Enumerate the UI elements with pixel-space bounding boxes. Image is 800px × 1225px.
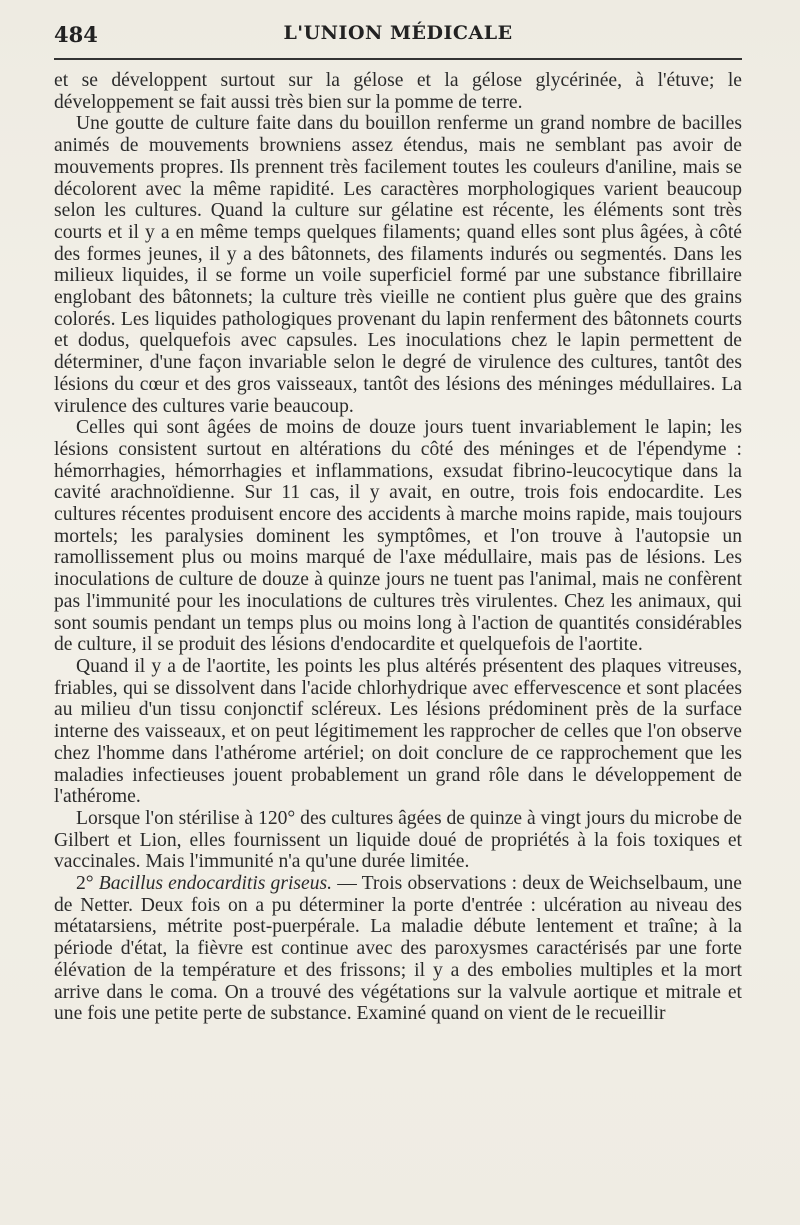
section-2-paragraph (54, 873, 742, 1025)
paragraph-2: Une goutte de culture faite dans du bouillon renferme un grand nombre de bacilles animés de mouvements browniens assez étendus, mais ne semblant pas avoir de mouvements propres. Ils prennent très facilement toutes les couleurs d'aniline, mais se décolorent avec la même rapidité. Les caractères morphologiques varient beaucoup selon les cultures. Quand la culture sur gélatine est récente, les éléments sont très courts et il y a en même temps quelques filaments; quand elles sont plus âgées, à côté des formes jeunes, il y a des bâtonnets, des filaments indurés ou segmentés. Dans les milieux liquides, il se forme un voile superficiel formé par une substance fibrillaire englobant des bâtonnets; la culture très vieille ne contient plus guère que des grains colorés. Les liquides pathologiques provenant du lapin renferment des bâtonnets courts et dodus, quelquefois avec capsules. Les inoculations chez le lapin permettent de déterminer, d'une façon invariable selon le degré de virulence des cultures, tantôt des lésions du cœur et des gros vaisseaux, tantôt des lésions des méninges médullaires. La virulence des cultures varie beaucoup. (54, 113, 742, 417)
paragraph-3: Celles qui sont âgées de moins de douze jours tuent invariablement le lapin; les lésions consistent surtout en altérations du côté des méninges et de l'épendyme : hémorrhagies, hémorrhagies et inflammations, exsudat fibrino-leucocytique dans la cavité arachnoïdienne. Sur 11 cas, il y avait, en outre, trois fois endocardite. Les cultures récentes produisent encore des accidents à marche moins rapide, mais toujours mortels; les paralysies dominent les symptômes, et l'on trouve à l'autopsie un ramollissement plus ou moins marqué de l'axe médullaire, mais pas de lésions. Les inoculations de culture de douze à quinze jours ne tuent pas l'animal, mais ne confèrent pas l'immunité pour les inoculations de cultures très virulentes. Chez les animaux, qui sont soumis pendant un temps plus ou moins long à l'action de quantités considérables de culture, il se produit des lésions d'endocardite et quelquefois de l'aortite. (54, 417, 742, 656)
header-rule (54, 58, 742, 60)
paragraph-1: et se développent surtout sur la gélose et la gélose glycérinée, à l'étuve; le développement se fait aussi très bien sur la pomme de terre. (54, 70, 742, 113)
paragraph-5: Lorsque l'on stérilise à 120° des cultures âgées de quinze à vingt jours du microbe de Gilbert et Lion, elles fournissent un liquide doué de propriétés à la fois toxiques et vaccinales. Mais l'immunité n'a qu'une durée limitée. (54, 807, 742, 873)
section-title: Bacillus endocarditis griseus. (98, 873, 333, 895)
paragraph-4: Quand il y a de l'aortite, les points les plus altérés présentent des plaques vitreuses, friables, qui se dissolvent dans l'acide chlorhydrique avec effervescence et sont placées au milieu d'un tissu conjonctif scléreux. Les lésions prédominent près de la surface interne des vaisseaux, et on peut légitimement les rapprocher de celles que l'on observe chez l'homme dans l'athérome artériel; on doit conclure de ce rapprochement que les maladies infectieuses jouent probablement un grand rôle dans le développement de l'athérome. (54, 655, 742, 808)
page-header (54, 22, 742, 56)
page-number: 484 (54, 22, 98, 47)
section-text: — Trois observations : deux de Weichselbaum, une de Netter. Deux fois on a pu déterminer la porte d'entrée : ulcération au niveau des métatarsiens, métrite post-puerpérale. La maladie débute lentement et traîne; à la période d'état, la fièvre est continue avec des paroxysmes caractérisés par une forte élévation de la température et des frissons; il y a des embolies multiples et la mort arrive dans le coma. On a trouvé des végétations sur la valvule aortique et mitrale et une fois une petite perte de substance. Examiné quand on vient de le recueillir (54, 873, 742, 1025)
section-number: 2° (76, 873, 94, 895)
running-title: L'UNION MÉDICALE (283, 22, 513, 44)
body-text (54, 70, 742, 1025)
